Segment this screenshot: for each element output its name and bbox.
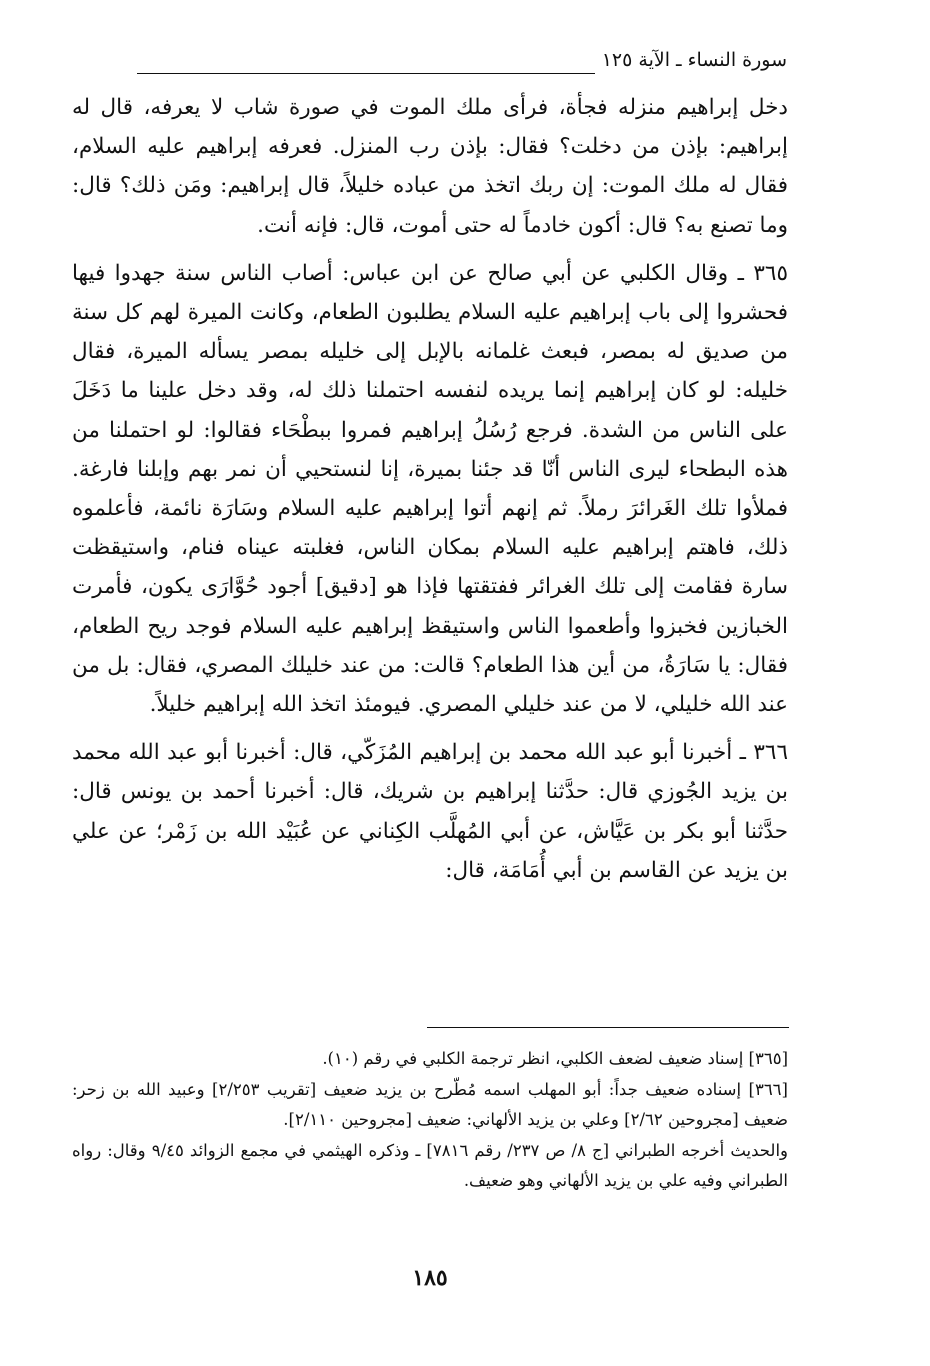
footnote-365: [٣٦٥] إسناد ضعيف لضعف الكلبي، انظر ترجمة الكلبي في رقم (١٠). (322, 1049, 788, 1068)
main-text (72, 88, 788, 890)
footnote-366: [٣٦٦] إسناده ضعيف جداً: أبو المهلب اسمه مُطّرح بن يزيد ضعيف [تقريب ٢/٢٥٣] وعبيد الله بن زحر: ضعيف [مجروحين ٢/٦٢] وعلي بن يزيد الألهاني: ضعيف [مجروحين ٢/١١٠]. (72, 1079, 788, 1129)
header-rule (137, 73, 595, 74)
footnote-rule (427, 1027, 789, 1028)
paragraph-continuation: دخل إبراهيم منزله فجأة، فرأى ملك الموت في صورة شاب لا يعرفه، قال له إبراهيم: بإذن من دخلت؟ فقال: بإذن رب المنزل. فعرفه إبراهيم عليه السلام، فقال له ملك الموت: إن ربك اتخذ من عباده خليلاً، قال إبراهيم: ومَن ذلك؟ قال: وما تصنع به؟ قال: أكون خادماً له حتى أموت، قال: فإنه أنت. (72, 95, 788, 238)
footnotes (72, 1044, 788, 1197)
running-header (137, 46, 787, 76)
paragraph-365: ٣٦٥ ـ وقال الكلبي عن أبي صالح عن ابن عباس: أصاب الناس سنة جهدوا فيها فحشروا إلى باب إبراهيم عليه السلام يطلبون الطعام، وكانت الميرة لهم كل سنة من صديق له بمصر، فبعث غلمانه بالإبل إلى خليله بمصر يسأله الميرة، فقال خليله: لو كان إبراهيم إنما يريده لنفسه احتملنا ذلك له، وقد دخل علينا ما دَخَلَ على الناس من الشدة. فرجع رُسُلُ إبراهيم فمروا ببطْحَاء فقالوا: لو احتملنا من هذه البطحاء ليرى الناس أنّا قد جئنا بميرة، إنا لنستحيي أن نمر بهم وإبلنا فارغة. فملأوا تلك الغَرائرَ رملاً. ثم إنهم أتوا إبراهيم عليه السلام وسَارَة نائمة، فأعلموه ذلك، فاهتم إبراهيم عليه السلام بمكان الناس، فغلبته عيناه فنام، واستيقظت سارة فقامت إلى تلك الغرائر ففتقتها فإذا هو [دقيق] أجود حُوَّارَى يكون، فأمرت الخبازين فخبزوا وأطعموا الناس واستيقظ إبراهيم عليه السلام فوجد ريح الطعام، فقال: يا سَارَةُ، من أين هذا الطعام؟ قالت: من عند خليلك المصري، فقال: بل من عند الله خليلي، لا من عند خليلي المصري. فيومئذ اتخذ الله إبراهيم خليلاً. (72, 260, 788, 718)
running-title: سورة النساء ـ الآية ١٢٥ (601, 49, 787, 71)
paragraph-366: ٣٦٦ ـ أخبرنا أبو عبد الله محمد بن إبراهيم المُزَكّي، قال: أخبرنا أبو عبد الله محمد بن يزيد الجُوزي قال: حدَّثنا إبراهيم بن شريك، قال: أخبرنا أحمد بن يونس قال: حدَّثنا أبو بكر بن عَيَّاش، عن أبي المُهلَّب الكِناني عن عُبَيْد الله بن زَمْر؛ عن علي بن يزيد عن القاسم بن أبي أُمَامَة، قال: (72, 740, 788, 883)
footnote-366-continued: والحديث أخرجه الطبراني [ج ٨/ ص ٢٣٧/ رقم ٧٨١٦] ـ وذكره الهيثمي في مجمع الزوائد ٩/٤٥ وقال: رواه الطبراني وفيه علي بن يزيد الألهاني وهو ضعيف. (72, 1140, 788, 1190)
page-number: ١٨٥ (412, 1265, 448, 1291)
